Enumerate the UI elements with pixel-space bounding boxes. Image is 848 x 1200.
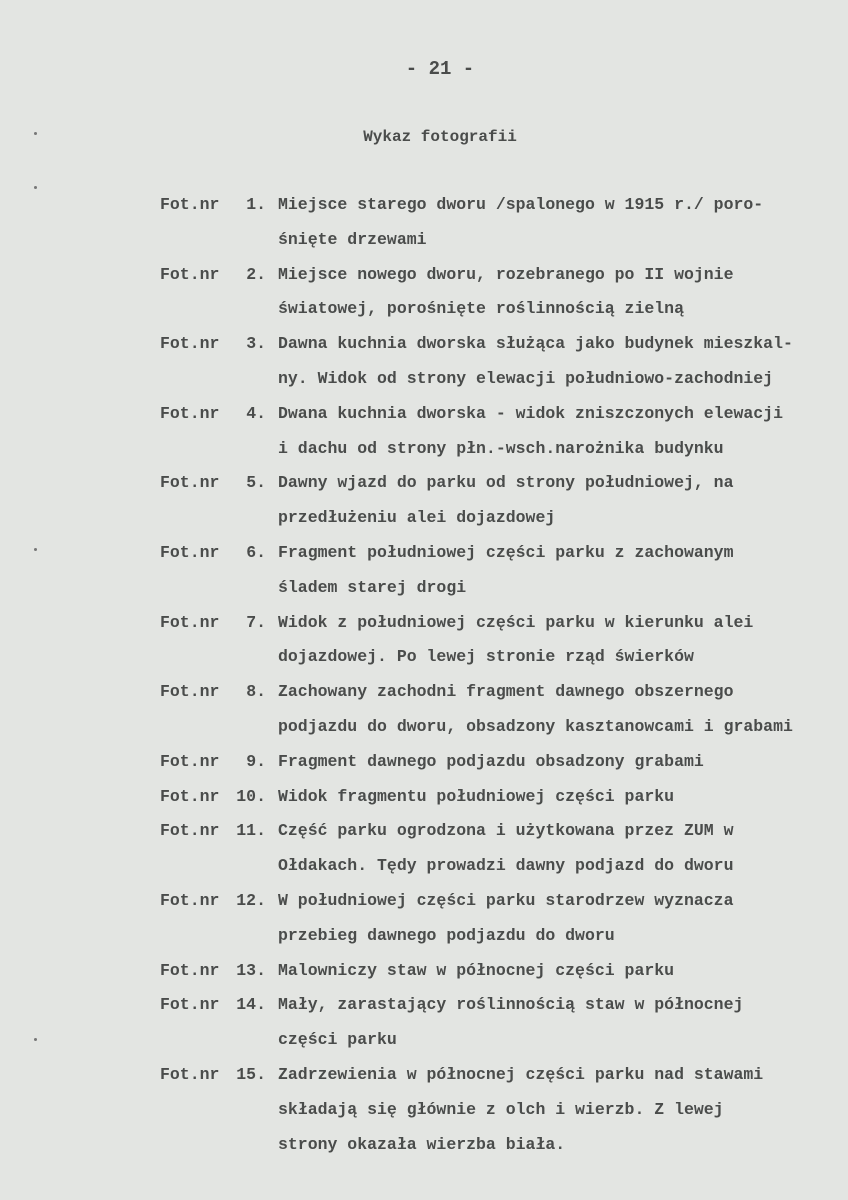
entry-line: Zachowany zachodni fragment dawnego obszernego — [278, 682, 734, 702]
entry-description — [266, 606, 753, 676]
entry-line: Widok z południowej części parku w kierunku alei — [278, 612, 754, 632]
entry-label: Fot.nr — [160, 1064, 220, 1084]
entry-description — [266, 536, 733, 606]
entry-label: Fot.nr — [160, 786, 220, 806]
photo-entry — [160, 397, 840, 467]
entry-number: 13. — [236, 960, 266, 980]
page-number: - 21 - — [405, 58, 475, 80]
entry-description — [266, 466, 733, 536]
entry-description — [266, 327, 793, 397]
binding-hole-mark — [34, 132, 37, 135]
entry-line: podjazdu do dworu, obsadzony kasztanowcami i grabami — [278, 716, 793, 736]
photo-entry — [160, 988, 840, 1058]
document-title: Wykaz fotografii — [363, 128, 517, 146]
photo-entry — [160, 780, 840, 815]
entry-description — [266, 780, 674, 815]
entry-description — [266, 258, 733, 328]
photo-entry — [160, 536, 840, 606]
entry-line: Część parku ogrodzona i użytkowana przez ZUM w — [278, 821, 734, 841]
entry-label: Fot.nr — [160, 334, 220, 354]
entry-line: Dawna kuchnia dworska służąca jako budynek mieszkal- — [278, 334, 793, 354]
entry-line: śnięte drzewami — [278, 229, 427, 249]
entry-label: Fot.nr — [160, 473, 220, 493]
entry-number: 7. — [246, 612, 266, 632]
photo-entry — [160, 606, 840, 676]
entry-label: Fot.nr — [160, 612, 220, 632]
entry-label: Fot.nr — [160, 890, 220, 910]
entry-label: Fot.nr — [160, 682, 220, 702]
photo-entry — [160, 954, 840, 989]
entry-line: Malowniczy staw w północnej części parku — [278, 960, 675, 980]
entry-line: przedłużeniu alei dojazdowej — [278, 508, 556, 528]
entry-label: Fot.nr — [160, 195, 220, 214]
entry-number: 2. — [246, 264, 266, 284]
entry-line: Dawny wjazd do parku od strony południowej, na — [278, 473, 734, 493]
entry-description — [266, 188, 763, 258]
photo-entry — [160, 258, 840, 328]
entry-label: Fot.nr — [160, 403, 220, 423]
entry-line: śladem starej drogi — [278, 577, 467, 597]
entry-description — [266, 884, 733, 954]
entry-label: Fot.nr — [160, 821, 220, 841]
entry-line: Fragment południowej części parku z zachowanym — [278, 542, 734, 562]
entry-line: Miejsce starego dworu /spalonego w 1915 r./ poro- — [278, 195, 764, 214]
entry-number: 11. — [236, 821, 266, 841]
entry-label: Fot.nr — [160, 264, 220, 284]
binding-hole-mark — [34, 1038, 37, 1041]
entry-line: światowej, porośnięte roślinnością zielną — [278, 299, 684, 319]
entry-line: i dachu od strony płn.-wsch.narożnika budynku — [278, 438, 724, 458]
entry-number: 12. — [236, 890, 266, 910]
photo-entry — [160, 814, 840, 884]
photo-entry — [160, 188, 840, 258]
entry-description — [266, 814, 733, 884]
entry-number: 5. — [246, 473, 266, 493]
entry-line: części parku — [278, 1030, 397, 1050]
entry-number: 1. — [246, 195, 266, 214]
entry-line: przebieg dawnego podjazdu do dworu — [278, 925, 615, 945]
entry-number: 9. — [246, 751, 266, 771]
entry-number: 14. — [236, 995, 266, 1015]
photo-list — [160, 188, 840, 1162]
photo-entry — [160, 1058, 840, 1162]
entry-label: Fot.nr — [160, 751, 220, 771]
entry-label: Fot.nr — [160, 542, 220, 562]
photo-entry — [160, 745, 840, 780]
photo-entry — [160, 884, 840, 954]
entry-number: 6. — [246, 542, 266, 562]
entry-line: Zadrzewienia w północnej części parku nad stawami — [278, 1064, 764, 1084]
entry-line: Widok fragmentu południowej części parku — [278, 786, 675, 806]
entry-line: Dwana kuchnia dworska - widok zniszczonych elewacji — [278, 403, 783, 423]
entry-description — [266, 675, 793, 745]
entry-number: 3. — [246, 334, 266, 354]
entry-number: 15. — [236, 1064, 266, 1084]
entry-number: 10. — [236, 786, 266, 806]
entry-description — [266, 988, 743, 1058]
entry-number: 4. — [246, 403, 266, 423]
entry-label: Fot.nr — [160, 960, 220, 980]
photo-entry — [160, 327, 840, 397]
entry-line: Ołdakach. Tędy prowadzi dawny podjazd do dworu — [278, 856, 734, 876]
entry-label: Fot.nr — [160, 995, 220, 1015]
entry-line: ny. Widok od strony elewacji południowo-zachodniej — [278, 368, 774, 388]
photo-entry — [160, 466, 840, 536]
entry-line: Mały, zarastający roślinnością staw w północnej — [278, 995, 744, 1015]
entry-description — [266, 954, 674, 989]
binding-hole-mark — [34, 548, 37, 551]
entry-line: W południowej części parku starodrzew wyznacza — [278, 890, 734, 910]
binding-hole-mark — [34, 186, 37, 189]
entry-description — [266, 1058, 763, 1162]
entry-line: Miejsce nowego dworu, rozebranego po II wojnie — [278, 264, 734, 284]
entry-line: składają się głównie z olch i wierzb. Z lewej — [278, 1099, 724, 1119]
entry-line: strony okazała wierzba biała. — [278, 1134, 566, 1154]
entry-line: dojazdowej. Po lewej stronie rząd świerków — [278, 647, 694, 667]
photo-entry — [160, 675, 840, 745]
entry-number: 8. — [246, 682, 266, 702]
entry-description — [266, 745, 704, 780]
entry-line: Fragment dawnego podjazdu obsadzony grabami — [278, 751, 704, 771]
entry-description — [266, 397, 783, 467]
